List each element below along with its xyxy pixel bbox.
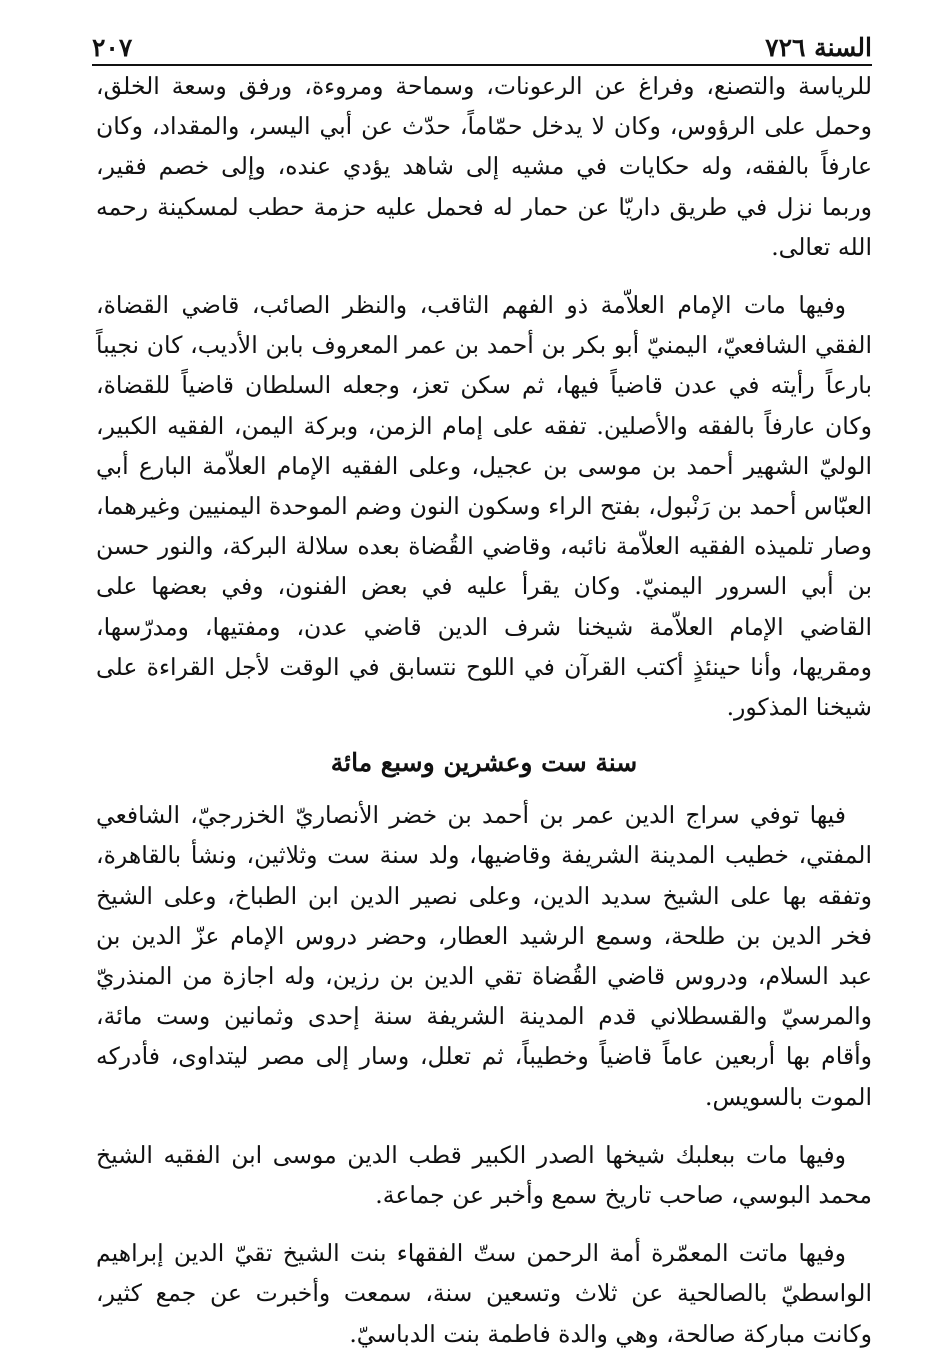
paragraph-siraj-al-din: فيها توفي سراج الدين عمر بن أحمد بن خضر الأنصاريّ الخزرجيّ، الشافعي المفتي، خطيب المدينة الشريفة وقاضيها، ولد سنة ست وثلاثين، ونشأ بالقاهرة، وتفقه بها على الشيخ سديد الدين، وعلى نصير الدين ابن الطباخ، وعلى الشيخ فخر الدين بن طلحة، وسمع الرشيد العطار، وحضر دروس الإمام عزّ الدين بن عبد السلام، ودروس قاضي القُضاة تقي الدين بن رزين، وله اجازة من المنذريّ والمرسيّ والقسطلاني قدم المدينة الشريفة سنة إحدى وثمانين وست مائة، وأقام بها أربعين عاماً قاضياً وخطيباً، ثم تعلل، وسار إلى مصر ليتداوى، فأدركه الموت بالسويس. — [96, 801, 872, 1111]
paragraph-qutb-al-din: وفيها مات ببعلبك شيخها الصدر الكبير قطب الدين موسى ابن الفقيه الشيخ محمد البوسي، صاحب تاريخ سمع وأخبر عن جماعة. — [96, 1140, 872, 1210]
paragraph-amat-al-rahman: وفيها ماتت المعمّرة أمة الرحمن ستّ الفقهاء بنت الشيخ تقيّ الدين إبراهيم الواسطيّ بالصالحية عن ثلاث وتسعين سنة، سمعت وأخبرت عن جمع كثير، وكانت مباركة صالحة، وهي والدة فاطمة بنت الدباسيّ. — [96, 1239, 872, 1348]
header-year-label: السنة ٧٢٦ — [765, 33, 872, 62]
paragraph-continuation: للرياسة والتصنع، وفراغ عن الرعونات، وسماحة ومروءة، ورفق وسعة الخلق، وحمل على الرؤوس، وكان لا يدخل حمّاماً، حدّث عن أبي اليسر، والمقداد، وكان عارفاً بالفقه، وله حكايات في مشيه إلى شاهد يؤدي عنده، وإلى خصم فقير، وربما نزل في طريق داريّا عن حمار له فحمل عليه حزمة حطب لمسكينة رحمه الله تعالى. — [96, 72, 872, 261]
section-heading: سنة ست وعشرين وسبع مائة — [330, 748, 638, 778]
page-body — [96, 66, 872, 1354]
running-header — [92, 20, 872, 62]
page-number: ٢٠٧ — [92, 33, 133, 62]
paragraph-ibn-al-adib: وفيها مات الإمام العلاّمة ذو الفهم الثاقب، والنظر الصائب، قاضي القضاة، الفقي الشافعيّ، اليمنيّ أبو بكر بن أحمد بن عمر المعروف بابن الأديب، كان نجيباً بارعاً رأيته في عدن قاضياً فيها، ثم سكن تعز، وجعله السلطان قاضياً للقضاة، وكان عارفاً بالفقه والأصلين. تفقه على إمام الزمن، وبركة اليمن، الفقيه الكبير، الوليّ الشهير أحمد بن موسى بن عجيل، وعلى الفقيه الإمام العلاّمة البارع أبي العبّاس أحمد بن رَنْبول، بفتح الراء وسكون النون وضم الموحدة اليمنيين وغيرهما، وصار تلميذه الفقيه العلاّمة نائبه، وقاضي القُضاة بعده سلالة البركة، والنور حسن بن أبي السرور اليمنيّ. وكان يقرأ عليه في بعض الفنون، وفي بعضها على القاضي الإمام العلاّمة شيخنا شرف الدين قاضي عدن، ومفتيها، ومدرّسها، ومقريها، وأنا حينئذٍ أكتب القرآن في اللوح نتسابق في الوقت لأجل القراءة على شيخنا المذكور. — [96, 291, 872, 722]
